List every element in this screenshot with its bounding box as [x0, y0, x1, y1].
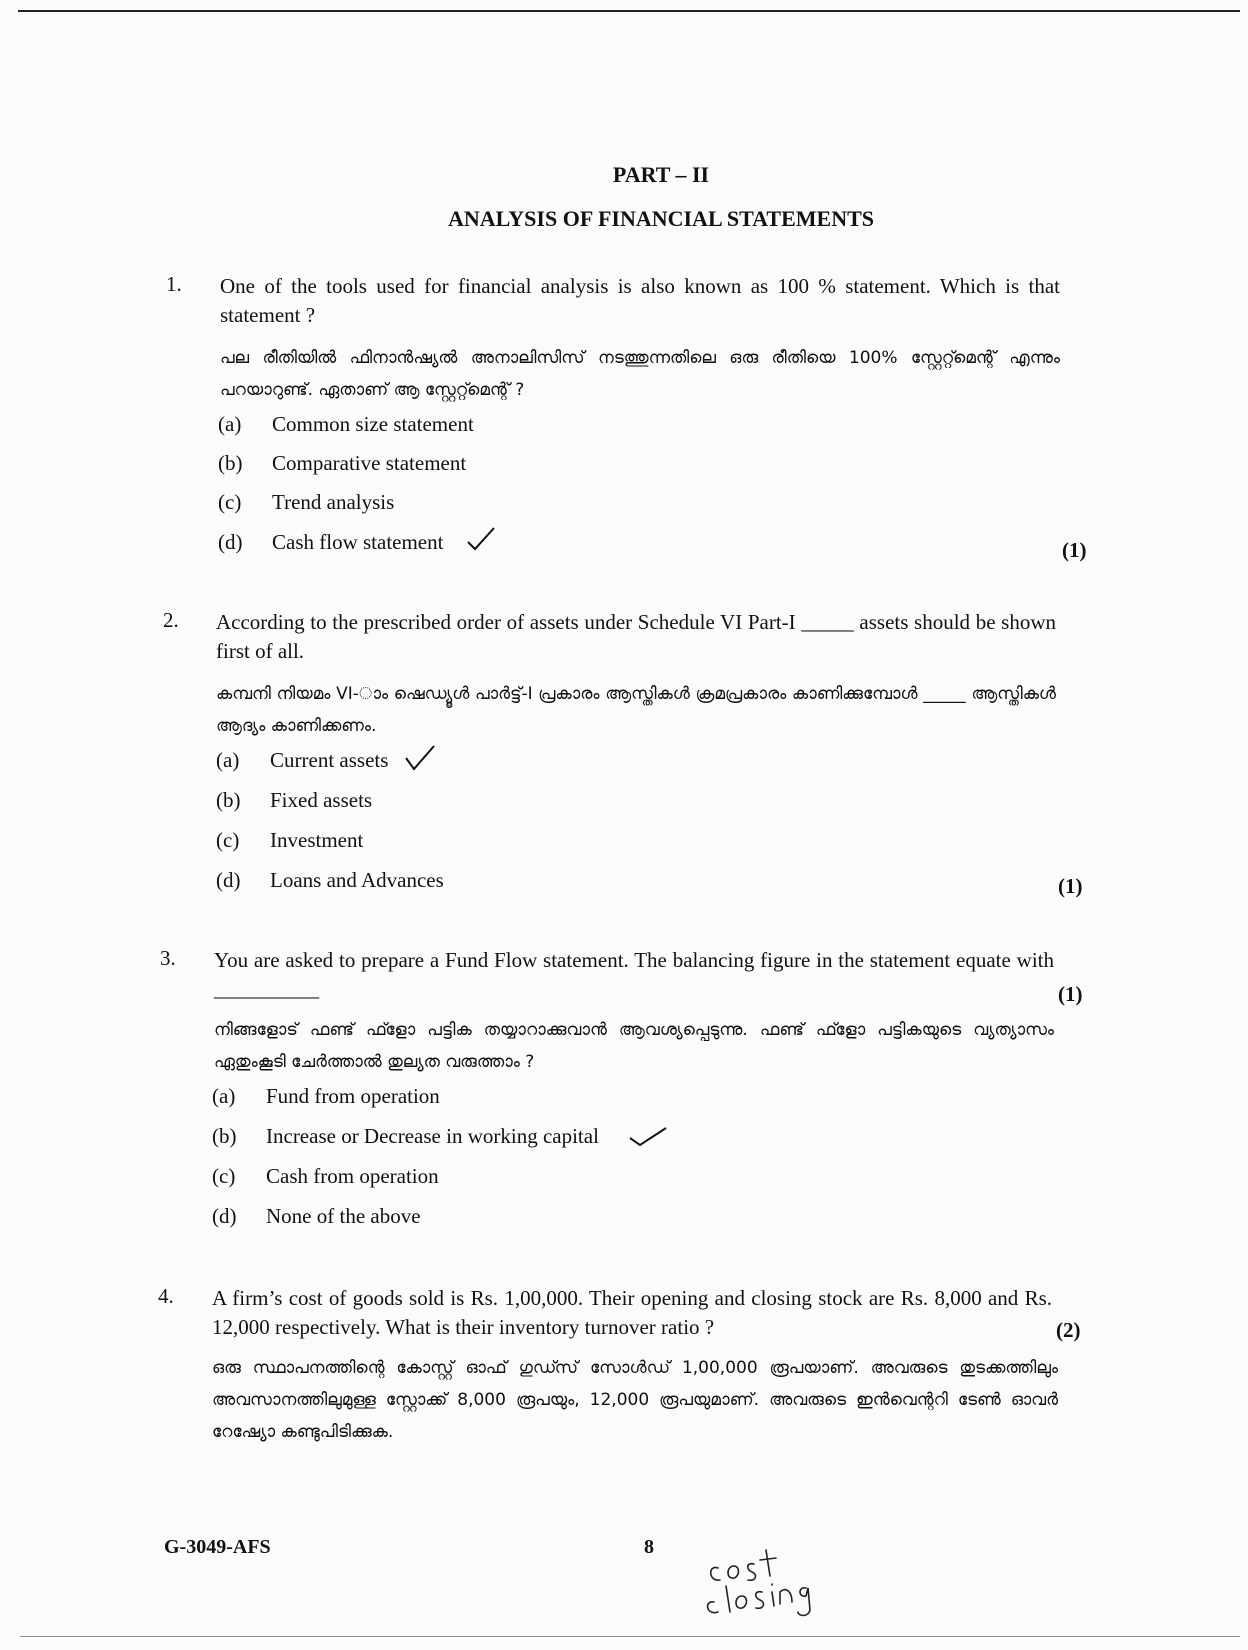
- question-1-malayalam: പല രീതിയിൽ ഫിനാൻഷ്യൽ അനാലിസിസ് നടത്തുന്നതിലെ ഒരു രീതിയെ 100% സ്റ്റേറ്റ്മെന്റ് എന്നും പറയാറുണ്ട്. ഏതാണ് ആ സ്റ്റേറ്റ്മെന്റ് ?: [220, 348, 1060, 400]
- question-4-malayalam: ഒരു സ്ഥാപനത്തിന്റെ കോസ്റ്റ് ഓഫ് ഗുഡ്സ് സോൾഡ് 1,00,000 രൂപയാണ്. അവരുടെ തുടക്കത്തിലും അവസാനത്തിലുമുള്ള സ്റ്റോക്ക് 8,000 രൂപയും, 12,000 രൂപയുമാണ്. അവരുടെ ഇൻവെന്ററി ടേൺ ഓവർ റേഷ്യോ കണ്ടുപിടിക്കുക.: [212, 1358, 1058, 1442]
- question-4-marks: (2): [1056, 1318, 1081, 1342]
- q2-option-d: (d) Loans and Advances: [216, 868, 444, 892]
- question-2-malayalam: കമ്പനി നിയമം VI-ാം ഷെഡ്യൂൾ പാർട്ട്-I പ്രകാരം ആസ്തികൾ ക്രമപ്രകാരം കാണിക്കുമ്പോൾ _____ ആസ്തികൾ ആദ്യം കാണിക്കണം.: [216, 684, 1056, 736]
- q1-option-d: (d) Cash flow statement: [218, 530, 444, 554]
- question-3-text: You are asked to prepare a Fund Flow statement. The balancing figure in the statement equate with __________: [214, 948, 1054, 1001]
- q3-option-c: (c) Cash from operation: [212, 1164, 439, 1188]
- q1-option-a: (a) Common size statement: [218, 412, 474, 436]
- question-2-number: 2.: [163, 608, 179, 632]
- q3-option-b: (b) Increase or Decrease in working capital: [212, 1124, 599, 1148]
- section-title: ANALYSIS OF FINANCIAL STATEMENTS: [447, 206, 875, 231]
- q2-option-a: (a) Current assets: [216, 748, 389, 772]
- q2-option-b: (b) Fixed assets: [216, 788, 373, 812]
- page-number: 8: [644, 1536, 654, 1558]
- q3-option-d: (d) None of the above: [212, 1204, 421, 1228]
- checkmark-icon: [628, 1124, 668, 1148]
- question-3-number: 3.: [160, 946, 176, 970]
- question-1-number: 1.: [166, 272, 182, 296]
- top-border: [18, 10, 1240, 12]
- paper-code: G-3049-AFS: [164, 1536, 271, 1558]
- question-3-marks: (1): [1058, 982, 1083, 1006]
- handwritten-note: [700, 1530, 820, 1620]
- question-3-malayalam: നിങ്ങളോട് ഫണ്ട് ഫ്ളോ പട്ടിക തയ്യാറാക്കുവാൻ ആവശ്യപ്പെടുന്നു. ഫണ്ട് ഫ്ളോ പട്ടികയുടെ വ്യത്യാസം ഏതുംകൂടി ചേർത്താൽ തുല്യത വരുത്താം ?: [214, 1020, 1054, 1072]
- part-heading: PART – II: [612, 162, 710, 187]
- question-4-number: 4.: [158, 1284, 174, 1308]
- q1-option-b: (b) Comparative statement: [218, 451, 467, 475]
- bottom-border: [20, 1636, 1240, 1637]
- q3-option-a: (a) Fund from operation: [212, 1084, 440, 1108]
- checkmark-icon: [466, 526, 496, 552]
- q1-option-c: (c) Trend analysis: [218, 490, 395, 514]
- question-1-marks: (1): [1062, 538, 1087, 562]
- question-4-text: A firm’s cost of goods sold is Rs. 1,00,000. Their opening and closing stock are Rs. 8,000 and Rs. 12,000 respectively. What is their inventory turnover ratio ?: [212, 1286, 1052, 1339]
- question-2-marks: (1): [1058, 874, 1083, 898]
- question-1-text: One of the tools used for financial analysis is also known as 100 % statement. Which is that statement ?: [220, 274, 1060, 327]
- q2-option-c: (c) Investment: [216, 828, 364, 852]
- checkmark-icon: [404, 744, 436, 772]
- question-2-text: According to the prescribed order of assets under Schedule VI Part-I _____ assets should be shown first of all.: [216, 610, 1056, 663]
